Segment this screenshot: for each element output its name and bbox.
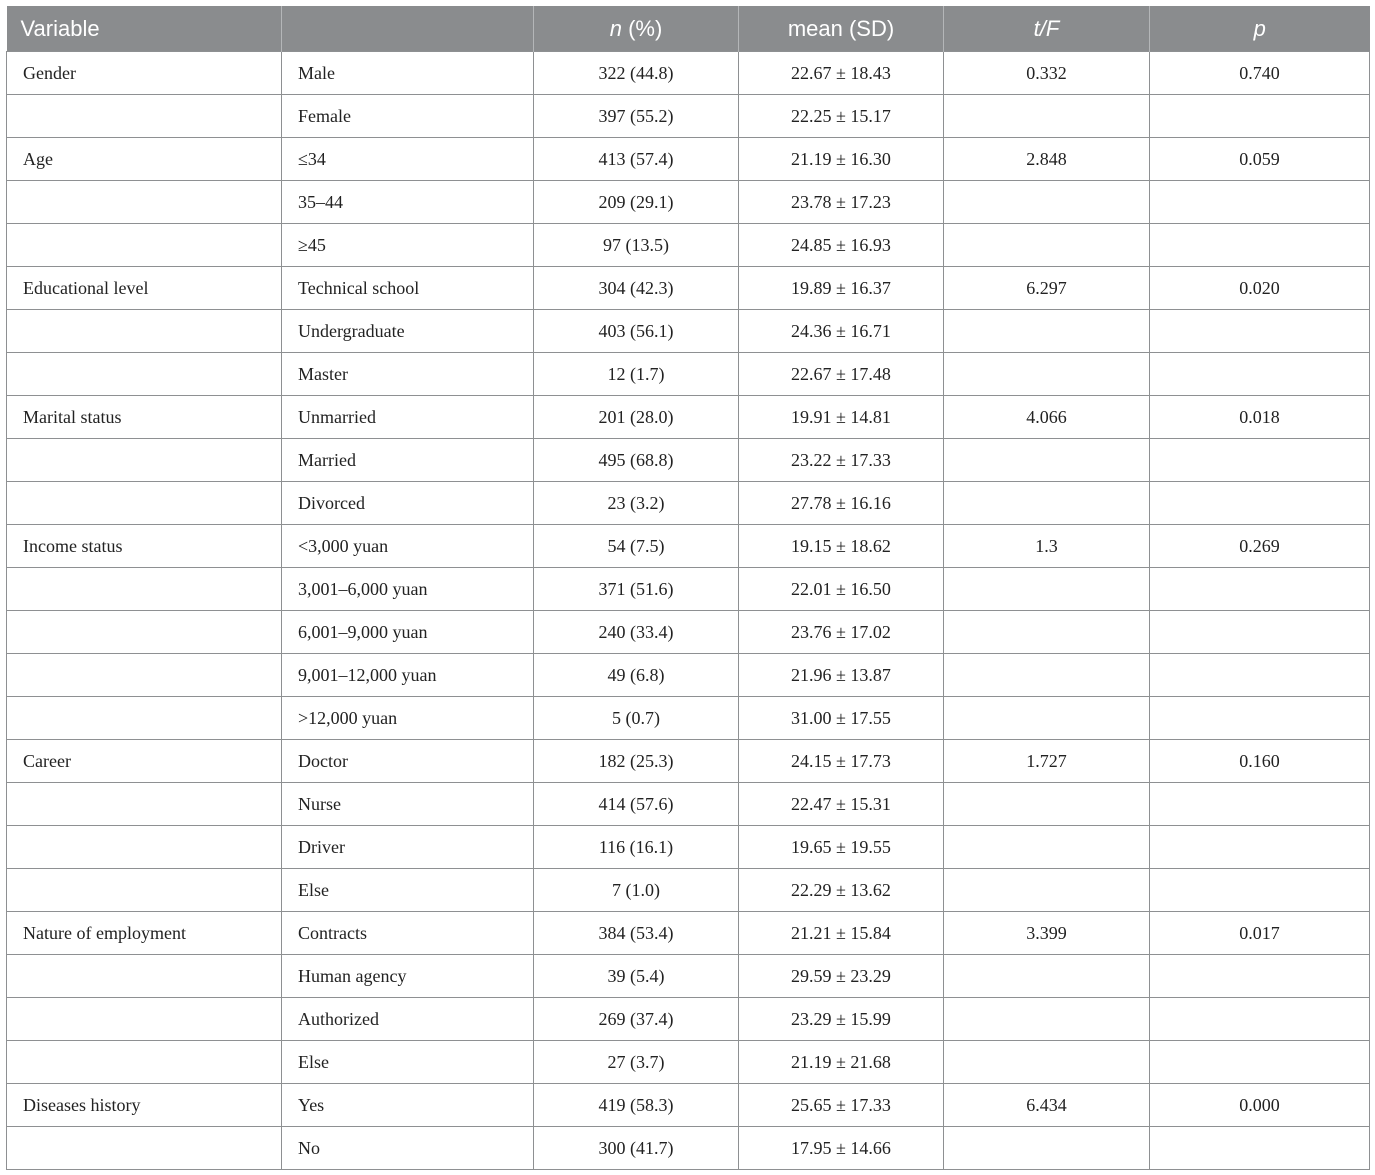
table-header bbox=[7, 6, 1370, 52]
cell-t-f bbox=[944, 998, 1150, 1041]
table-row bbox=[7, 482, 1370, 525]
cell-p bbox=[1150, 310, 1370, 353]
table-row bbox=[7, 1041, 1370, 1084]
cell-p bbox=[1150, 654, 1370, 697]
cell-mean-sd: 21.19 ± 16.30 bbox=[739, 138, 944, 181]
table-row bbox=[7, 95, 1370, 138]
cell-p: 0.160 bbox=[1150, 740, 1370, 783]
cell-category: Else bbox=[282, 869, 534, 912]
cell-variable bbox=[7, 568, 282, 611]
cell-category: Married bbox=[282, 439, 534, 482]
cell-t-f bbox=[944, 611, 1150, 654]
cell-mean-sd: 22.47 ± 15.31 bbox=[739, 783, 944, 826]
cell-variable bbox=[7, 869, 282, 912]
data-table bbox=[6, 6, 1370, 1170]
cell-mean-sd: 23.22 ± 17.33 bbox=[739, 439, 944, 482]
cell-mean-sd: 24.85 ± 16.93 bbox=[739, 224, 944, 267]
table-row bbox=[7, 396, 1370, 439]
cell-category: Nurse bbox=[282, 783, 534, 826]
cell-mean-sd: 19.89 ± 16.37 bbox=[739, 267, 944, 310]
cell-n-percent: 269 (37.4) bbox=[534, 998, 739, 1041]
table-row bbox=[7, 1084, 1370, 1127]
cell-t-f bbox=[944, 697, 1150, 740]
cell-p: 0.017 bbox=[1150, 912, 1370, 955]
cell-p bbox=[1150, 224, 1370, 267]
cell-t-f bbox=[944, 654, 1150, 697]
cell-p: 0.740 bbox=[1150, 52, 1370, 95]
cell-p bbox=[1150, 611, 1370, 654]
cell-variable bbox=[7, 95, 282, 138]
header-mean-sd: mean (SD) bbox=[739, 6, 944, 52]
cell-category: Technical school bbox=[282, 267, 534, 310]
cell-category: Doctor bbox=[282, 740, 534, 783]
header-category bbox=[282, 6, 534, 52]
cell-category: 9,001–12,000 yuan bbox=[282, 654, 534, 697]
cell-category: >12,000 yuan bbox=[282, 697, 534, 740]
cell-t-f bbox=[944, 826, 1150, 869]
cell-p: 0.059 bbox=[1150, 138, 1370, 181]
cell-category: Male bbox=[282, 52, 534, 95]
cell-n-percent: 414 (57.6) bbox=[534, 783, 739, 826]
cell-mean-sd: 17.95 ± 14.66 bbox=[739, 1127, 944, 1170]
cell-category: <3,000 yuan bbox=[282, 525, 534, 568]
cell-category: Undergraduate bbox=[282, 310, 534, 353]
cell-p bbox=[1150, 439, 1370, 482]
cell-mean-sd: 25.65 ± 17.33 bbox=[739, 1084, 944, 1127]
cell-t-f bbox=[944, 1127, 1150, 1170]
cell-t-f bbox=[944, 869, 1150, 912]
table-row bbox=[7, 912, 1370, 955]
cell-t-f: 0.332 bbox=[944, 52, 1150, 95]
cell-n-percent: 23 (3.2) bbox=[534, 482, 739, 525]
cell-p: 0.269 bbox=[1150, 525, 1370, 568]
cell-category: Unmarried bbox=[282, 396, 534, 439]
cell-t-f bbox=[944, 353, 1150, 396]
cell-variable: Educational level bbox=[7, 267, 282, 310]
cell-n-percent: 397 (55.2) bbox=[534, 95, 739, 138]
cell-n-percent: 49 (6.8) bbox=[534, 654, 739, 697]
cell-variable: Diseases history bbox=[7, 1084, 282, 1127]
cell-t-f bbox=[944, 1041, 1150, 1084]
cell-p bbox=[1150, 482, 1370, 525]
table-row bbox=[7, 52, 1370, 95]
table-row bbox=[7, 740, 1370, 783]
cell-n-percent: 304 (42.3) bbox=[534, 267, 739, 310]
cell-n-percent: 300 (41.7) bbox=[534, 1127, 739, 1170]
table-row bbox=[7, 439, 1370, 482]
cell-variable: Nature of employment bbox=[7, 912, 282, 955]
cell-p bbox=[1150, 826, 1370, 869]
cell-p bbox=[1150, 181, 1370, 224]
cell-n-percent: 5 (0.7) bbox=[534, 697, 739, 740]
cell-p: 0.000 bbox=[1150, 1084, 1370, 1127]
cell-t-f bbox=[944, 955, 1150, 998]
cell-mean-sd: 22.25 ± 15.17 bbox=[739, 95, 944, 138]
cell-t-f bbox=[944, 783, 1150, 826]
table-row bbox=[7, 826, 1370, 869]
cell-mean-sd: 22.01 ± 16.50 bbox=[739, 568, 944, 611]
cell-mean-sd: 19.91 ± 14.81 bbox=[739, 396, 944, 439]
cell-n-percent: 39 (5.4) bbox=[534, 955, 739, 998]
cell-mean-sd: 21.21 ± 15.84 bbox=[739, 912, 944, 955]
cell-variable: Age bbox=[7, 138, 282, 181]
header-n-unit: (%) bbox=[621, 15, 663, 41]
cell-mean-sd: 19.15 ± 18.62 bbox=[739, 525, 944, 568]
cell-t-f bbox=[944, 224, 1150, 267]
cell-t-f bbox=[944, 95, 1150, 138]
cell-variable bbox=[7, 224, 282, 267]
table-row bbox=[7, 783, 1370, 826]
cell-n-percent: 116 (16.1) bbox=[534, 826, 739, 869]
table-row bbox=[7, 310, 1370, 353]
cell-t-f: 1.3 bbox=[944, 525, 1150, 568]
cell-category: 35–44 bbox=[282, 181, 534, 224]
cell-variable bbox=[7, 181, 282, 224]
cell-t-f: 1.727 bbox=[944, 740, 1150, 783]
cell-category: Authorized bbox=[282, 998, 534, 1041]
cell-n-percent: 495 (68.8) bbox=[534, 439, 739, 482]
cell-variable: Career bbox=[7, 740, 282, 783]
cell-t-f: 6.297 bbox=[944, 267, 1150, 310]
cell-mean-sd: 21.19 ± 21.68 bbox=[739, 1041, 944, 1084]
cell-n-percent: 240 (33.4) bbox=[534, 611, 739, 654]
table-row bbox=[7, 611, 1370, 654]
cell-t-f bbox=[944, 439, 1150, 482]
table-row bbox=[7, 1127, 1370, 1170]
cell-category: No bbox=[282, 1127, 534, 1170]
cell-category: Divorced bbox=[282, 482, 534, 525]
cell-n-percent: 201 (28.0) bbox=[534, 396, 739, 439]
cell-variable bbox=[7, 439, 282, 482]
cell-p bbox=[1150, 95, 1370, 138]
cell-n-percent: 419 (58.3) bbox=[534, 1084, 739, 1127]
cell-n-percent: 322 (44.8) bbox=[534, 52, 739, 95]
cell-p: 0.018 bbox=[1150, 396, 1370, 439]
cell-variable bbox=[7, 955, 282, 998]
cell-mean-sd: 23.78 ± 17.23 bbox=[739, 181, 944, 224]
table-row bbox=[7, 869, 1370, 912]
header-p: p bbox=[1150, 6, 1370, 52]
cell-n-percent: 7 (1.0) bbox=[534, 869, 739, 912]
cell-mean-sd: 24.15 ± 17.73 bbox=[739, 740, 944, 783]
header-t-f: t/F bbox=[944, 6, 1150, 52]
cell-variable bbox=[7, 482, 282, 525]
table-row bbox=[7, 697, 1370, 740]
cell-mean-sd: 23.29 ± 15.99 bbox=[739, 998, 944, 1041]
cell-category: 3,001–6,000 yuan bbox=[282, 568, 534, 611]
header-row bbox=[7, 6, 1370, 52]
cell-mean-sd: 29.59 ± 23.29 bbox=[739, 955, 944, 998]
cell-mean-sd: 24.36 ± 16.71 bbox=[739, 310, 944, 353]
cell-t-f: 3.399 bbox=[944, 912, 1150, 955]
cell-variable bbox=[7, 826, 282, 869]
cell-variable bbox=[7, 310, 282, 353]
cell-variable bbox=[7, 783, 282, 826]
cell-mean-sd: 19.65 ± 19.55 bbox=[739, 826, 944, 869]
cell-t-f bbox=[944, 482, 1150, 525]
cell-n-percent: 403 (56.1) bbox=[534, 310, 739, 353]
cell-variable bbox=[7, 1041, 282, 1084]
cell-category: ≤34 bbox=[282, 138, 534, 181]
cell-n-percent: 97 (13.5) bbox=[534, 224, 739, 267]
cell-variable bbox=[7, 697, 282, 740]
cell-t-f: 2.848 bbox=[944, 138, 1150, 181]
cell-p bbox=[1150, 1041, 1370, 1084]
table-row bbox=[7, 955, 1370, 998]
cell-n-percent: 371 (51.6) bbox=[534, 568, 739, 611]
cell-mean-sd: 27.78 ± 16.16 bbox=[739, 482, 944, 525]
cell-mean-sd: 22.29 ± 13.62 bbox=[739, 869, 944, 912]
cell-category: ≥45 bbox=[282, 224, 534, 267]
cell-mean-sd: 31.00 ± 17.55 bbox=[739, 697, 944, 740]
cell-p bbox=[1150, 697, 1370, 740]
cell-n-percent: 54 (7.5) bbox=[534, 525, 739, 568]
table-row bbox=[7, 568, 1370, 611]
header-n-percent bbox=[534, 6, 739, 52]
cell-variable: Gender bbox=[7, 52, 282, 95]
cell-t-f bbox=[944, 310, 1150, 353]
cell-category: Master bbox=[282, 353, 534, 396]
header-n-symbol: n bbox=[609, 15, 622, 41]
cell-category: Else bbox=[282, 1041, 534, 1084]
table-row bbox=[7, 267, 1370, 310]
cell-p bbox=[1150, 568, 1370, 611]
cell-n-percent: 209 (29.1) bbox=[534, 181, 739, 224]
table-row bbox=[7, 998, 1370, 1041]
cell-category: Driver bbox=[282, 826, 534, 869]
cell-p bbox=[1150, 1127, 1370, 1170]
cell-p: 0.020 bbox=[1150, 267, 1370, 310]
cell-p bbox=[1150, 783, 1370, 826]
table-row bbox=[7, 181, 1370, 224]
cell-t-f bbox=[944, 568, 1150, 611]
cell-t-f: 4.066 bbox=[944, 396, 1150, 439]
table-row bbox=[7, 224, 1370, 267]
cell-variable bbox=[7, 611, 282, 654]
cell-variable: Marital status bbox=[7, 396, 282, 439]
cell-mean-sd: 22.67 ± 18.43 bbox=[739, 52, 944, 95]
cell-p bbox=[1150, 869, 1370, 912]
cell-n-percent: 12 (1.7) bbox=[534, 353, 739, 396]
cell-t-f bbox=[944, 181, 1150, 224]
table-row bbox=[7, 525, 1370, 568]
table-row bbox=[7, 654, 1370, 697]
table-row bbox=[7, 138, 1370, 181]
cell-variable bbox=[7, 998, 282, 1041]
cell-variable bbox=[7, 654, 282, 697]
cell-mean-sd: 21.96 ± 13.87 bbox=[739, 654, 944, 697]
cell-category: Yes bbox=[282, 1084, 534, 1127]
cell-category: Contracts bbox=[282, 912, 534, 955]
cell-mean-sd: 23.76 ± 17.02 bbox=[739, 611, 944, 654]
cell-n-percent: 384 (53.4) bbox=[534, 912, 739, 955]
header-variable: Variable bbox=[7, 6, 282, 52]
cell-category: Female bbox=[282, 95, 534, 138]
cell-variable bbox=[7, 1127, 282, 1170]
table-row bbox=[7, 353, 1370, 396]
cell-category: 6,001–9,000 yuan bbox=[282, 611, 534, 654]
cell-n-percent: 413 (57.4) bbox=[534, 138, 739, 181]
cell-p bbox=[1150, 353, 1370, 396]
cell-t-f: 6.434 bbox=[944, 1084, 1150, 1127]
cell-p bbox=[1150, 955, 1370, 998]
cell-n-percent: 27 (3.7) bbox=[534, 1041, 739, 1084]
table-body bbox=[7, 52, 1370, 1170]
cell-variable: Income status bbox=[7, 525, 282, 568]
cell-category: Human agency bbox=[282, 955, 534, 998]
cell-n-percent: 182 (25.3) bbox=[534, 740, 739, 783]
cell-mean-sd: 22.67 ± 17.48 bbox=[739, 353, 944, 396]
cell-p bbox=[1150, 998, 1370, 1041]
cell-variable bbox=[7, 353, 282, 396]
